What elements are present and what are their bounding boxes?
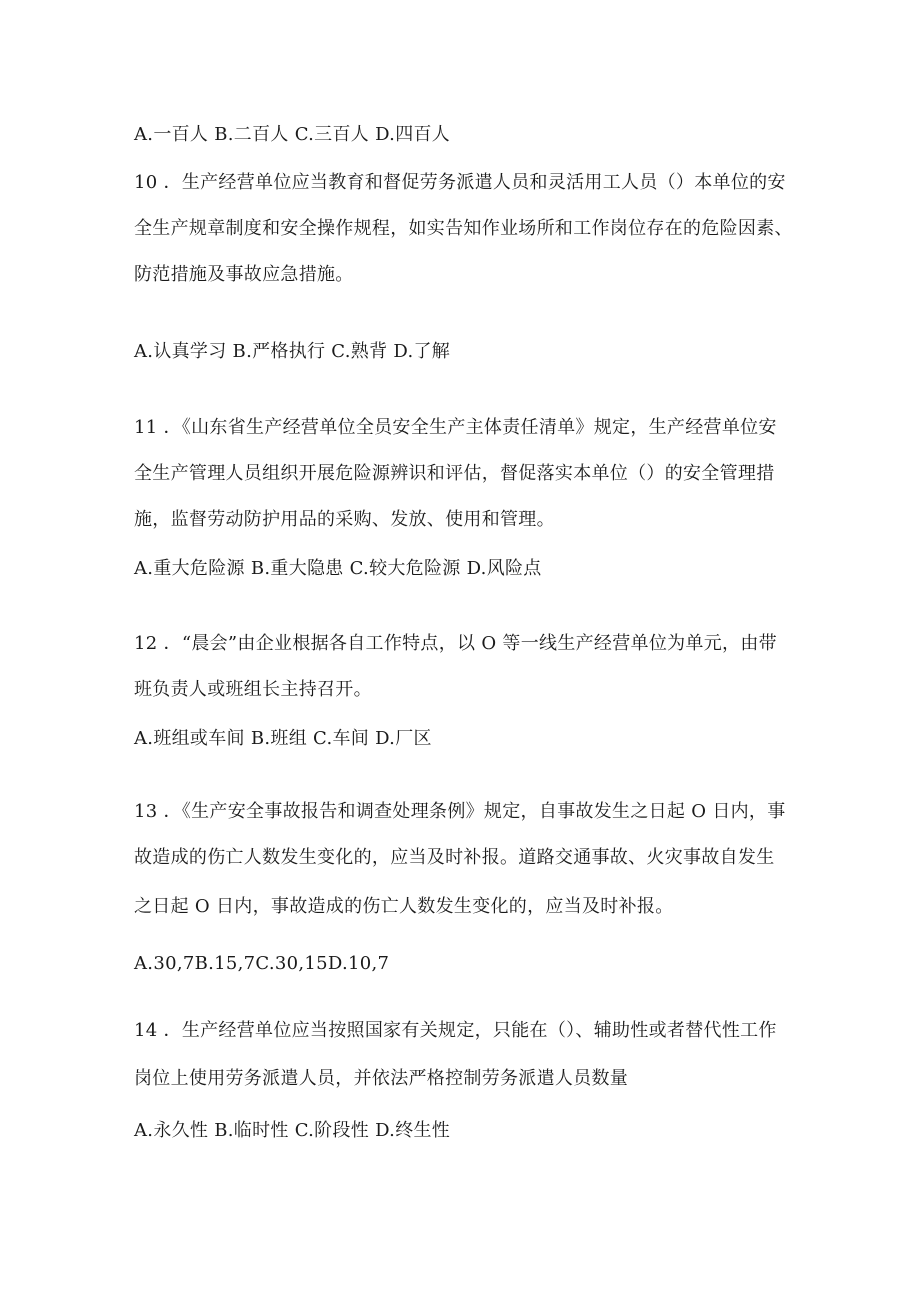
q12-options: A.班组或车间 B.班组 C.车间 D.厂区 [134, 728, 432, 749]
q11-line-3: 施，监督劳动防护用品的采购、发放、使用和管理。 [134, 509, 555, 530]
prev-question-options: A.一百人 B.二百人 C.三百人 D.四百人 [134, 124, 451, 145]
q10-options: A.认真学习 B.严格执行 C.熟背 D.了解 [134, 341, 451, 362]
q13-line-2: 故造成的伤亡人数发生变化的，应当及时补报。道路交通事故、火灾事故自发生 [134, 847, 775, 868]
q14-line-2: 岗位上使用劳务派遣人员，并依法严格控制劳务派遣人员数量 [134, 1068, 629, 1089]
q14-line-1: 14 ．生产经营单位应当按照国家有关规定，只能在（）、辅助性或者替代性工作 [134, 1020, 777, 1041]
q14-options: A.永久性 B.临时性 C.阶段性 D.终生性 [134, 1120, 451, 1141]
q13-options: A.30,7B.15,7C.30,15D.10,7 [134, 953, 390, 974]
q12-line-1: 12 ．“晨会”由企业根据各自工作特点，以 O 等一线生产经营单位为单元，由带 [134, 633, 777, 654]
q11-line-2: 全生产管理人员组织开展危险源辨识和评估，督促落实本单位（）的安全管理措 [134, 463, 775, 484]
q13-line-3: 之日起 O 日内，事故造成的伤亡人数发生变化的，应当及时补报。 [134, 896, 674, 917]
q13-line-1: 13 ．《生产安全事故报告和调查处理条例》规定，自事故发生之日起 O 日内，事 [134, 801, 786, 822]
q11-line-1: 11 ．《山东省生产经营单位全员安全生产主体责任清单》规定，生产经营单位安 [134, 417, 777, 438]
q12-line-2: 班负责人或班组长主持召开。 [134, 679, 372, 700]
q10-line-1: 10 ．生产经营单位应当教育和督促劳务派遣人员和灵活用工人员（）本单位的安 [134, 172, 786, 193]
q11-options: A.重大危险源 B.重大隐患 C.较大危险源 D.风险点 [134, 558, 542, 579]
q10-line-3: 防范措施及事故应急措施。 [134, 264, 354, 285]
q10-line-2: 全生产规章制度和安全操作规程，如实告知作业场所和工作岗位存在的危险因素、 [134, 218, 793, 239]
